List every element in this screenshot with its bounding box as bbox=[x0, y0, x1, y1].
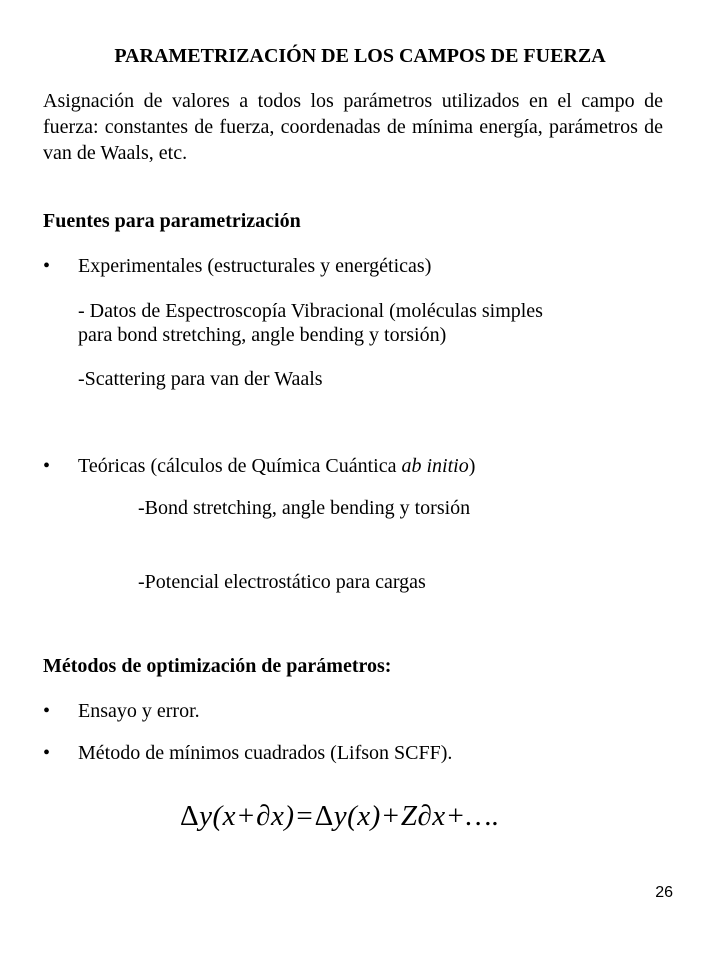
experimental-sub1-line1: - Datos de Espectroscopía Vibracional (moléculas simples bbox=[78, 300, 543, 322]
theoretical-sub1: -Bond stretching, angle bending y torsión bbox=[138, 497, 471, 519]
formula-part: y(x+∂x)= bbox=[199, 800, 315, 832]
experimental-sub2: -Scattering para van der Waals bbox=[78, 368, 323, 390]
theoretical-label-post: ) bbox=[468, 455, 476, 477]
bullet-icon: • bbox=[43, 742, 51, 764]
formula-delta: Δ bbox=[180, 800, 200, 832]
formula-part: y(x)+Z∂x+…. bbox=[333, 800, 500, 832]
formula bbox=[180, 800, 500, 833]
page-number: 26 bbox=[655, 884, 673, 901]
experimental-label: Experimentales (estructurales y energéticas) bbox=[78, 255, 432, 277]
theoretical-sub2: -Potencial electrostático para cargas bbox=[138, 571, 426, 593]
method-item: Método de mínimos cuadrados (Lifson SCFF). bbox=[78, 742, 453, 764]
bullet-icon: • bbox=[43, 455, 51, 477]
theoretical-label-italic: ab initio bbox=[401, 455, 469, 477]
formula-delta: Δ bbox=[314, 800, 334, 832]
methods-heading: Métodos de optimización de parámetros: bbox=[43, 655, 392, 677]
sources-heading: Fuentes para parametrización bbox=[43, 210, 301, 232]
page-title: PARAMETRIZACIÓN DE LOS CAMPOS DE FUERZA bbox=[114, 45, 606, 67]
theoretical-label bbox=[78, 453, 475, 479]
experimental-sub1-line2: para bond stretching, angle bending y torsión) bbox=[78, 324, 447, 346]
bullet-icon: • bbox=[43, 700, 51, 722]
intro-paragraph: Asignación de valores a todos los parámetros utilizados en el campo de fuerza: constantes de fuerza, coordenadas de mínima energía, parámetros de van de Waals, etc. bbox=[43, 90, 663, 164]
method-item: Ensayo y error. bbox=[78, 700, 200, 722]
theoretical-label-pre: Teóricas (cálculos de Química Cuántica bbox=[78, 455, 402, 477]
bullet-icon: • bbox=[43, 255, 51, 277]
